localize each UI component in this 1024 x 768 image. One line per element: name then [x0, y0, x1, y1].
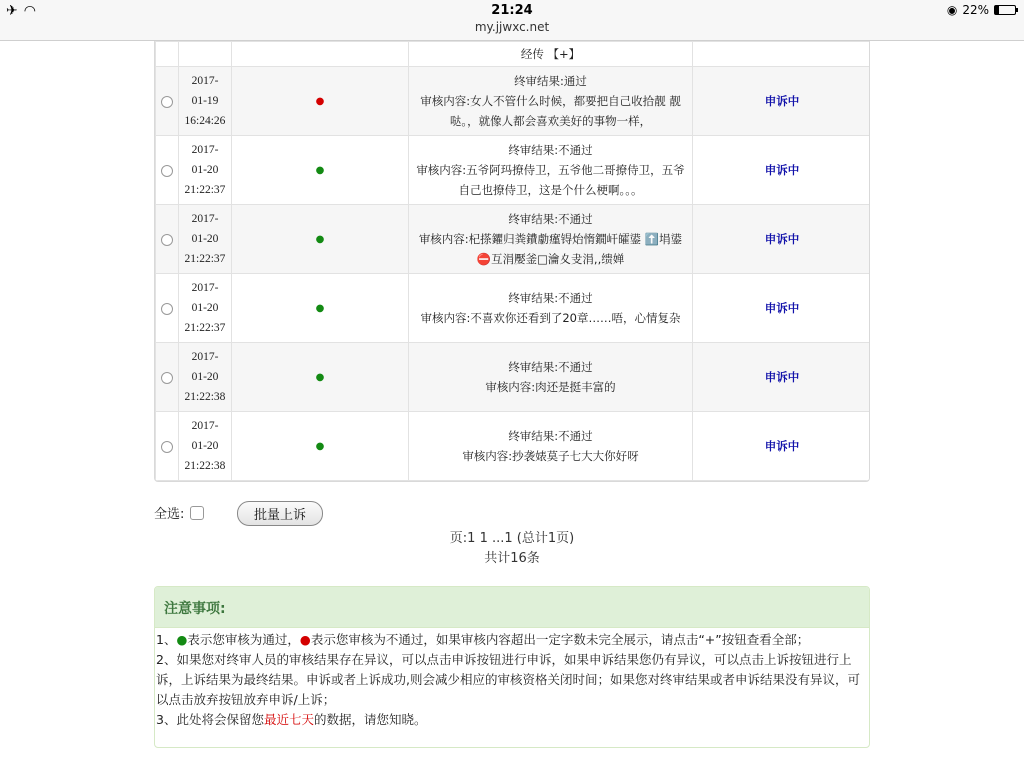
select-all-label: 全选: [154, 507, 185, 522]
date-cell [179, 205, 232, 274]
review-content: 审核内容:抄袭婊莫子七大大你好呀 [462, 449, 639, 463]
select-all [154, 503, 204, 522]
note-prefix: 1、 [156, 632, 177, 647]
orientation-lock-icon: ◉ [946, 3, 958, 17]
date-day: 01-19 [191, 95, 219, 107]
review-table [154, 41, 870, 482]
green-dot-icon: ● [315, 372, 325, 383]
checkbox-cell [156, 274, 179, 343]
action-cell [693, 343, 871, 412]
row-checkbox[interactable] [161, 303, 173, 315]
date-cell [179, 136, 232, 205]
content-cell [409, 343, 693, 412]
status-cell [232, 412, 409, 481]
table-row [156, 67, 871, 136]
date-cell [179, 412, 232, 481]
appeal-status-link[interactable]: 申诉中 [764, 370, 800, 384]
green-dot-icon: ● [315, 165, 325, 176]
table-row [156, 343, 871, 412]
table-cell [156, 42, 179, 67]
checkbox-cell [156, 343, 179, 412]
review-content: 审核内容:五爷阿玛撩侍卫，五爷他二哥撩侍卫，五爷自己也撩侍卫，这是个什么梗啊。。。 [416, 163, 685, 197]
appeal-status-link[interactable]: 申诉中 [764, 439, 800, 453]
content-cell [409, 205, 693, 274]
table-cell [232, 42, 409, 67]
date-time: 21:22:38 [184, 460, 226, 472]
checkbox-cell [156, 412, 179, 481]
note-line-1 [156, 630, 867, 650]
status-cell [232, 136, 409, 205]
green-dot-icon: ● [176, 632, 188, 647]
row-checkbox[interactable] [161, 372, 173, 384]
checkbox-cell [156, 136, 179, 205]
date-time: 21:22:38 [184, 391, 226, 403]
clock: 21:24 [491, 3, 533, 18]
review-content: 审核内容:杞搽鑺归粪鐨勮瘽锝炲惰鐗屽皬鍙 ⬆️埍鍙 ⛔互涓嬮釜□瀹夊叏涓,,缋婵 [418, 232, 683, 266]
table-cell [693, 42, 871, 67]
table-row [156, 274, 871, 343]
review-content: 审核内容:女人不管什么时候，都要把自己收拾靓 靓哒。，就像人都会喜欢美好的事物一样， [420, 94, 681, 128]
red-dot-icon: ● [315, 96, 325, 107]
date-time: 21:22:37 [184, 322, 226, 334]
content-cell [409, 42, 693, 67]
note-text: 的数据，请您知晓。 [313, 712, 427, 727]
date-day: 01-20 [191, 164, 219, 176]
date-cell [179, 67, 232, 136]
status-bar [0, 0, 1024, 41]
total-count: 共计16条 [484, 551, 540, 566]
batch-appeal-button[interactable]: 批量上诉 [237, 501, 323, 526]
date-time: 21:22:37 [184, 184, 226, 196]
date-year: 2017- [191, 351, 219, 363]
date-year: 2017- [191, 75, 219, 87]
content-cell [409, 136, 693, 205]
wifi-icon: ◠ [23, 3, 36, 19]
appeal-status-link[interactable]: 申诉中 [764, 301, 800, 315]
expand-content-text[interactable]: 经传 【+】 [520, 47, 581, 61]
final-result: 终审结果:不通过 [508, 212, 593, 226]
note-text: 表示您审核为通过， [187, 632, 300, 647]
notes-panel [154, 586, 870, 748]
battery-icon [994, 5, 1016, 15]
battery-percent: 22% [962, 3, 989, 17]
date-time: 16:24:26 [184, 115, 226, 127]
battery-fill [995, 6, 999, 14]
status-cell [232, 343, 409, 412]
content-cell [409, 274, 693, 343]
notes-body [155, 628, 869, 730]
note-highlight: 最近七天 [263, 712, 314, 727]
address-bar[interactable]: my.jjwxc.net [474, 20, 550, 34]
date-cell [179, 274, 232, 343]
green-dot-icon: ● [315, 441, 325, 452]
action-cell [693, 67, 871, 136]
review-content: 审核内容:不喜欢你还看到了20章……唔，心情复杂 [420, 311, 681, 325]
appeal-status-link[interactable]: 申诉中 [764, 232, 800, 246]
date-day: 01-20 [191, 233, 219, 245]
airplane-icon: ✈ [6, 3, 18, 19]
red-dot-icon: ● [299, 632, 311, 647]
date-year: 2017- [191, 213, 219, 225]
green-dot-icon: ● [315, 303, 325, 314]
select-all-checkbox[interactable] [190, 506, 204, 520]
date-year: 2017- [191, 144, 219, 156]
date-day: 01-20 [191, 440, 219, 452]
final-result: 终审结果:通过 [514, 74, 587, 88]
table-row [156, 412, 871, 481]
note-text: 表示您审核为不通过，如果审核内容超出一定字数未完全展示，请点击“+”按钮查看全部； [310, 632, 810, 647]
row-checkbox[interactable] [161, 441, 173, 453]
table-cell [179, 42, 232, 67]
table-row-partial [156, 42, 871, 67]
content-cell [409, 67, 693, 136]
date-year: 2017- [191, 420, 219, 432]
row-checkbox[interactable] [161, 96, 173, 108]
status-cell [232, 67, 409, 136]
final-result: 终审结果:不通过 [508, 429, 593, 443]
final-result: 终审结果:不通过 [508, 291, 593, 305]
table-row [156, 136, 871, 205]
date-day: 01-20 [191, 371, 219, 383]
table-row [156, 205, 871, 274]
content-cell [409, 412, 693, 481]
action-cell [693, 412, 871, 481]
date-year: 2017- [191, 282, 219, 294]
green-dot-icon: ● [315, 234, 325, 245]
review-content: 审核内容:肉还是挺丰富的 [485, 380, 616, 394]
final-result: 终审结果:不通过 [508, 360, 593, 374]
final-result: 终审结果:不通过 [508, 143, 593, 157]
notes-title: 注意事项: [155, 587, 869, 628]
status-cell [232, 274, 409, 343]
date-day: 01-20 [191, 302, 219, 314]
appeal-status-link[interactable]: 申诉中 [764, 94, 800, 108]
note-line-3 [156, 710, 867, 730]
row-checkbox[interactable] [161, 234, 173, 246]
status-cell [232, 205, 409, 274]
status-right [947, 3, 1016, 17]
date-cell [179, 343, 232, 412]
pagination[interactable]: 页:1 1 ...1 (总计1页) [449, 531, 575, 546]
appeal-status-link[interactable]: 申诉中 [764, 163, 800, 177]
row-checkbox[interactable] [161, 165, 173, 177]
action-cell [693, 205, 871, 274]
action-cell [693, 274, 871, 343]
checkbox-cell [156, 67, 179, 136]
note-text: 3、此处将会保留您 [156, 712, 264, 727]
checkbox-cell [156, 205, 179, 274]
note-line-2: 2、如果您对终审人员的审核结果存在异议，可以点击申诉按钮进行申诉，如果申诉结果您仍有异议，可以点击上诉按钮进行上诉，上诉结果为最终结果。申诉或者上诉成功,则会减少相应的审核资格关闭时间；如果您对终审结果或者申诉结果没有异议，可以点击放弃按钮放弃申诉/上诉； [156, 652, 860, 707]
date-time: 21:22:37 [184, 253, 226, 265]
action-cell [693, 136, 871, 205]
